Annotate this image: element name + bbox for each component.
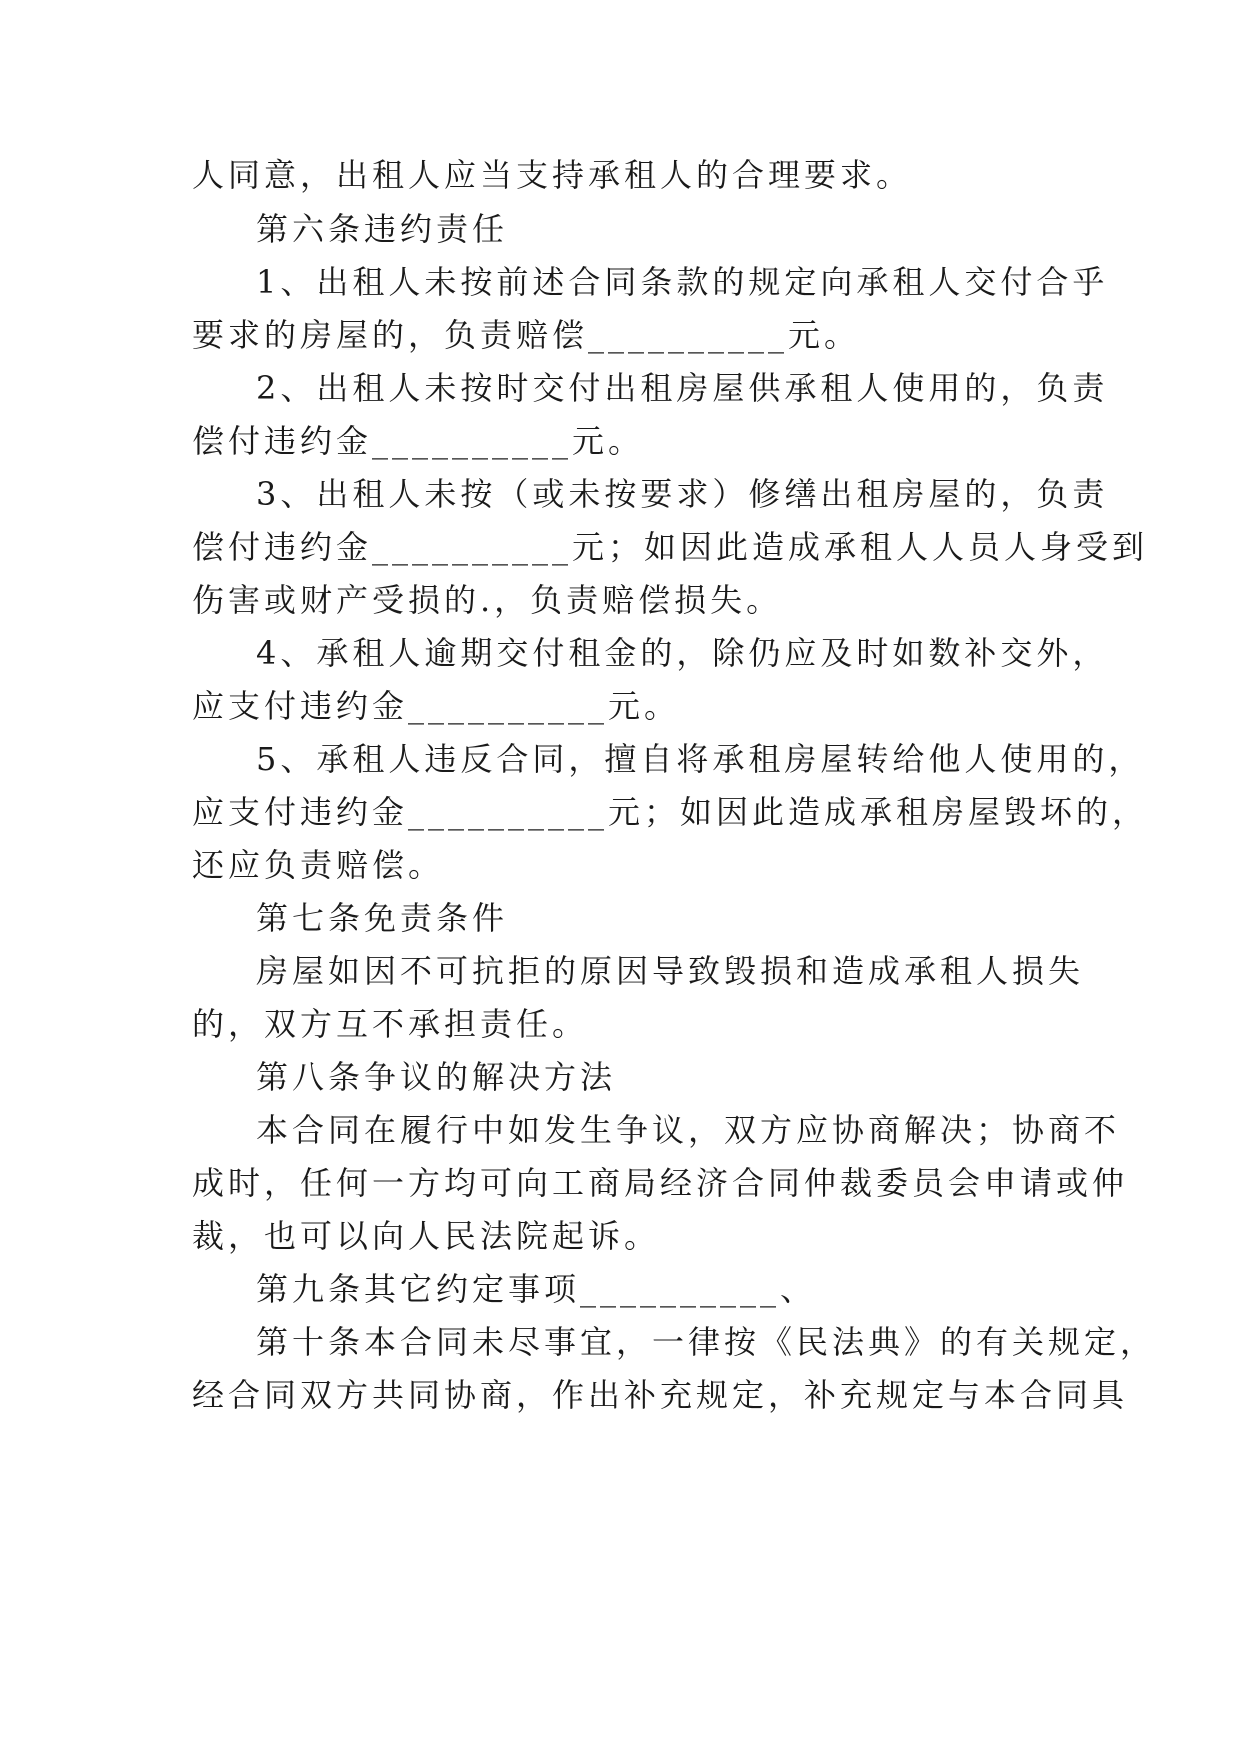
text-line-8: 偿付违约金__________元；如因此造成承租人人员人身受到 [192,528,1149,566]
text-line-10: 4、承租人逾期交付租金的，除仍应及时如数补交外， [256,634,1109,672]
text-line-14: 还应负责赔偿。 [192,846,445,884]
section-heading-6: 第六条违约责任 [256,210,509,248]
text-line-13: 应支付违约金__________元；如因此造成承租房屋毁坏的， [192,793,1149,831]
text-line-5: 2、出租人未按时交付出租房屋供承租人使用的，负责 [256,369,1109,407]
section-heading-10: 第十条本合同未尽事宜，一律按《民法典》的有关规定， [256,1323,1157,1361]
text-line-9: 伤害或财产受损的.，负责赔偿损失。 [192,581,783,619]
text-line-1: 人同意，出租人应当支持承租人的合理要求。 [192,156,913,194]
text-line-3: 1、出租人未按前述合同条款的规定向承租人交付合乎 [256,263,1109,301]
section-heading-9: 第九条其它约定事项__________、 [256,1270,817,1308]
text-line-11: 应支付违约金__________元。 [192,687,681,725]
text-line-21: 裁，也可以向人民法院起诉。 [192,1217,661,1255]
text-line-20: 成时，任何一方均可向工商局经济合同仲裁委员会申请或仲 [192,1164,1129,1202]
section-heading-7: 第七条免责条件 [256,899,509,937]
text-line-24: 经合同双方共同协商，作出补充规定，补充规定与本合同具 [192,1376,1129,1414]
text-line-12: 5、承租人违反合同，擅自将承租房屋转给他人使用的， [256,740,1145,778]
text-line-16: 房屋如因不可抗拒的原因导致毁损和造成承租人损失 [256,952,1085,990]
text-line-7: 3、出租人未按（或未按要求）修缮出租房屋的，负责 [256,475,1109,513]
text-line-4: 要求的房屋的，负责赔偿__________元。 [192,316,861,354]
text-line-17: 的，双方互不承担责任。 [192,1005,589,1043]
text-line-6: 偿付违约金__________元。 [192,422,645,460]
text-line-19: 本合同在履行中如发生争议，双方应协商解决；协商不 [256,1111,1121,1149]
section-heading-8: 第八条争议的解决方法 [256,1058,617,1096]
